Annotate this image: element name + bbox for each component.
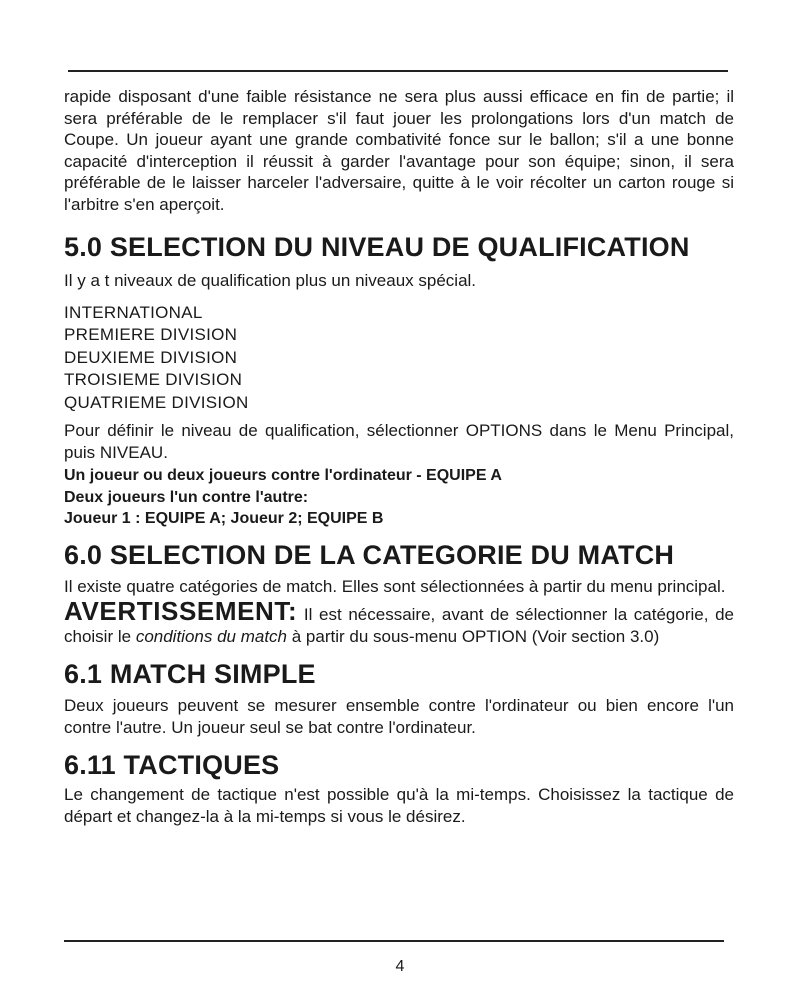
warning-italic-text: conditions du match xyxy=(135,626,288,646)
warning-label: AVERTISSEMENT: xyxy=(64,596,298,626)
level-item: TROISIEME DIVISION xyxy=(64,370,243,389)
level-item: PREMIERE DIVISION xyxy=(64,325,238,344)
warning-text-part-1: Il est nécessaire, avant de sélectionner la catégorie, de choisir le xyxy=(64,605,734,646)
section-6-11-title: 6.11 TACTIQUES xyxy=(64,750,280,780)
team-assignment-lines xyxy=(64,465,734,530)
intro-paragraph: rapide disposant d'une faible résistance ne sera plus aussi efficace en fin de partie; il sera préférable de le remplacer s'il faut jouer les prolongations lors d'un match de Coupe. Un joueur ayant une grande combativité fonce sur le ballon; s'il a une bonne capacité d'interception il réussit à garder l'avantage pour son équipe; sinon, il sera préférable de le laisser harceler l'adversaire, quitte à le voir récolter un carton rouge si l'arbitre s'en aperçoit. xyxy=(64,87,734,214)
section-6-11-text: Le changement de tactique n'est possible qu'à la mi-temps. Choisissez la tactique de départ et changez-la à la mi-temps si vous le désirez. xyxy=(64,785,734,826)
section-6-0-title: 6.0 SELECTION DE LA CATEGORIE DU MATCH xyxy=(64,539,675,570)
section-5-0-title: 5.0 SELECTION DU NIVEAU DE QUALIFICATION xyxy=(64,232,690,262)
warning-paragraph xyxy=(64,596,734,647)
section-6-1-title: 6.1 MATCH SIMPLE xyxy=(64,659,316,689)
qualification-levels-list xyxy=(64,302,734,415)
section-6-1-text: Deux joueurs peuvent se mesurer ensemble contre l'ordinateur ou bien encore l'un contre l'autre. Un joueur seul se bat contre l'ordinateur. xyxy=(64,696,734,737)
section-5-0-define-text: Pour définir le niveau de qualification, sélectionner OPTIONS dans le Menu Principal, puis NIVEAU. xyxy=(64,421,734,462)
bottom-divider xyxy=(64,940,724,942)
page-content xyxy=(64,86,734,827)
warning-text-part-2: à partir du sous-menu OPTION (Voir section 3.0) xyxy=(287,626,660,646)
section-6-0-text: Il existe quatre catégories de match. Elles sont sélectionnées à partir du menu principal. xyxy=(64,576,726,596)
level-item: QUATRIEME DIVISION xyxy=(64,392,249,412)
page-number: 4 xyxy=(395,958,405,975)
level-item: INTERNATIONAL xyxy=(64,302,203,322)
top-divider xyxy=(68,70,728,72)
team-line: Un joueur ou deux joueurs contre l'ordinateur - EQUIPE A xyxy=(64,467,502,484)
team-line: Joueur 1 : EQUIPE A; Joueur 2; EQUIPE B xyxy=(64,510,384,527)
team-line: Deux joueurs l'un contre l'autre: xyxy=(64,488,309,506)
level-item: DEUXIEME DIVISION xyxy=(64,347,238,367)
section-5-0-intro: Il y a t niveaux de qualification plus un niveaux spécial. xyxy=(64,271,477,290)
